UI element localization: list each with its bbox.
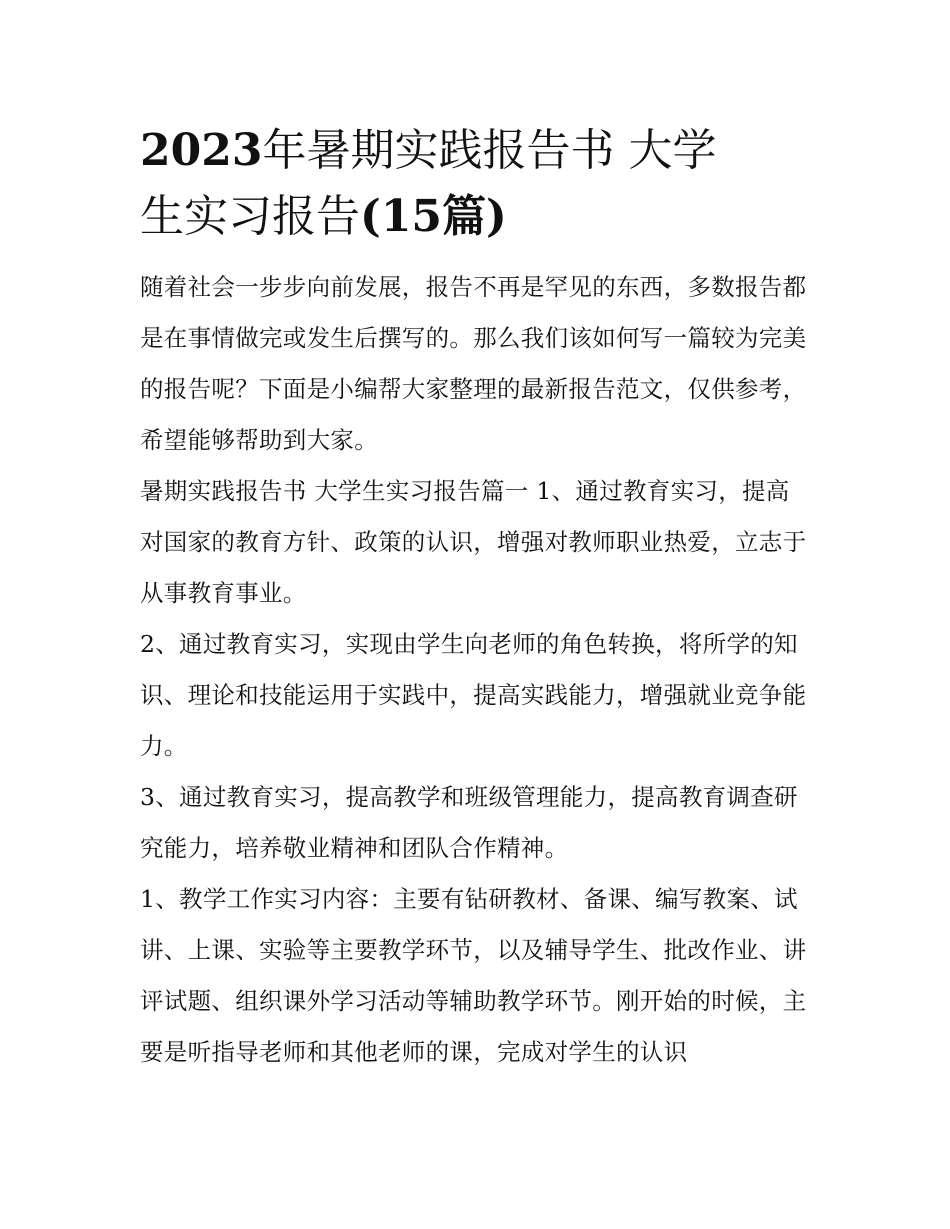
title-line-1: [140, 118, 812, 184]
document-page: [140, 118, 812, 1078]
title-text-1: 年暑期实践报告书 大学: [262, 125, 717, 176]
title-count-suffix: 篇): [442, 191, 507, 242]
title-text-2: 生实习报告: [140, 191, 360, 242]
title-line-2: [140, 184, 812, 250]
paragraph-teaching-work: 1、教学工作实习内容：主要有钻研教材、备课、编写教案、试讲、上课、实验等主要教学环节，以及辅导学生、批改作业、讲评试题、组织课外学习活动等辅助教学环节。刚开始的时候，主要是听指导老师和其他老师的课，完成对学生的认识: [140, 885, 807, 1066]
paragraph-item-2: 2、通过教育实习，实现由学生向老师的角色转换，将所学的知识、理论和技能运用于实践中，提高实践能力，增强就业竞争能力。: [140, 630, 807, 760]
document-title: [140, 118, 812, 250]
paragraph-item-3: 3、通过教育实习，提高教学和班级管理能力，提高教育调查研究能力，培养敬业精神和团队合作精神。: [140, 783, 798, 862]
title-year: 2023: [140, 125, 263, 176]
paragraph-section-1: 暑期实践报告书 大学生实习报告篇一 1、通过教育实习，提高对国家的教育方针、政策的认识，增强对教师职业热爱，立志于从事教育事业。: [140, 477, 807, 607]
paragraph-intro: 随着社会一步步向前发展，报告不再是罕见的东西，多数报告都是在事情做完或发生后撰写的。那么我们该如何写一篇较为完美的报告呢？下面是小编帮大家整理的最新报告范文，仅供参考，希望能够帮助到大家。: [140, 273, 807, 454]
title-count: (15: [360, 191, 443, 242]
